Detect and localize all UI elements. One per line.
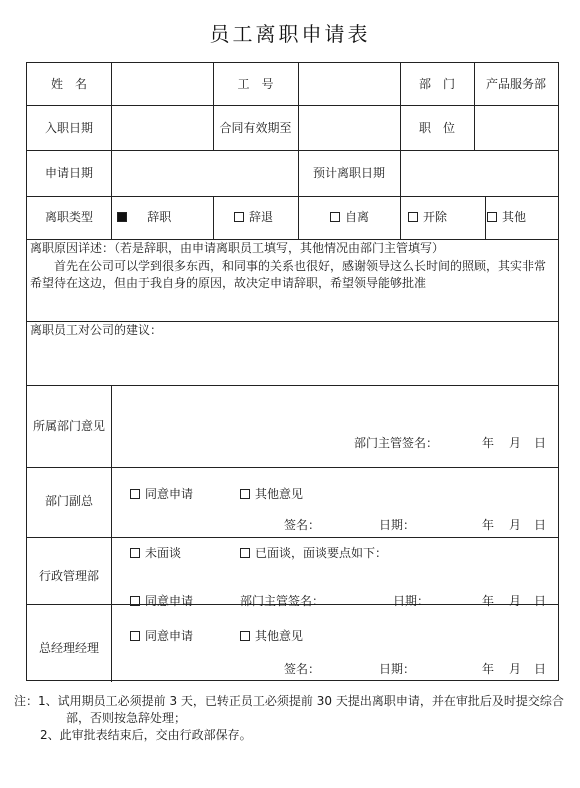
checkbox-icon[interactable] <box>234 212 244 222</box>
vd-date-label: 日期： <box>379 518 416 532</box>
form-title: 员工离职申请表 <box>209 22 371 46</box>
date-day: 日 <box>534 594 547 608</box>
option-label: 同意申请 <box>145 487 194 501</box>
contract-expiry-field[interactable] <box>299 106 399 149</box>
checkbox-icon[interactable] <box>240 631 250 641</box>
interviewed-option[interactable] <box>240 545 387 561</box>
option-label: 自离 <box>345 210 370 224</box>
notes-prefix: 注： <box>14 694 39 708</box>
row-divider <box>27 385 558 386</box>
leave-type-label: 离职类型 <box>44 210 93 224</box>
reason-heading: 离职原因详述：（若是辞职，由申请离职员工填写，其他情况由部门主管填写） <box>30 241 445 255</box>
option-self-leave[interactable] <box>330 209 369 225</box>
position-field[interactable] <box>475 106 557 149</box>
option-label: 同意申请 <box>145 594 194 608</box>
apply-date-field[interactable] <box>112 151 297 195</box>
row-divider <box>27 196 558 197</box>
checkbox-icon[interactable] <box>240 548 250 558</box>
gm-sign-label: 签名： <box>284 662 321 676</box>
admin-dept-label: 行政管理部 <box>38 569 99 583</box>
col-divider <box>111 385 112 682</box>
checkbox-icon[interactable] <box>130 548 140 558</box>
date-year: 年 <box>482 436 495 450</box>
col-divider <box>213 196 214 239</box>
reason-text[interactable]: 首先在公司可以学到很多东西，和同事的关系也很好，感谢领导这么长时间的照顾，其实非常希望待在这边，但由于我自身的原因，故决定申请辞职，希望领导能够批准 <box>30 259 547 290</box>
date-month: 月 <box>509 662 522 676</box>
date-month: 月 <box>509 594 522 608</box>
name-label: 姓 名 <box>50 77 87 91</box>
option-dismissal[interactable] <box>234 209 273 225</box>
date-day: 日 <box>534 436 547 450</box>
option-resign[interactable] <box>117 209 171 225</box>
dept-label: 部 门 <box>418 77 455 91</box>
vd-agree-option[interactable] <box>130 486 193 502</box>
name-field[interactable] <box>112 64 212 104</box>
date-day: 日 <box>534 518 547 532</box>
position-label: 职 位 <box>418 121 455 135</box>
notes-section <box>14 693 570 744</box>
checkbox-icon[interactable] <box>130 596 140 606</box>
resignation-form <box>26 62 559 681</box>
option-label: 已面谈，面谈要点如下： <box>255 546 388 560</box>
gm-other-option[interactable] <box>240 628 303 644</box>
admin-agree-option[interactable] <box>130 593 193 609</box>
expected-leave-field[interactable] <box>401 151 557 195</box>
dept-opinion-label: 所属部门意见 <box>32 419 105 433</box>
employee-id-label: 工 号 <box>237 77 274 91</box>
apply-date-label: 申请日期 <box>44 166 93 180</box>
hire-date-label: 入职日期 <box>44 121 93 135</box>
col-divider <box>485 196 486 239</box>
vd-sign-label: 签名： <box>284 518 321 532</box>
option-label: 开除 <box>423 210 448 224</box>
date-year: 年 <box>482 518 495 532</box>
employee-id-field[interactable] <box>299 64 399 104</box>
gm-agree-option[interactable] <box>130 628 193 644</box>
date-day: 日 <box>534 662 547 676</box>
dept-supervisor-sign-label: 部门主管签名： <box>354 436 439 450</box>
admin-supervisor-sign-label: 部门主管签名： <box>240 594 325 608</box>
note-1 <box>14 693 570 710</box>
option-label: 未面谈 <box>145 546 182 560</box>
option-label: 辞职 <box>147 210 172 224</box>
gm-label: 总经理经理 <box>38 641 99 655</box>
checkbox-icon[interactable] <box>330 212 340 222</box>
row-divider <box>27 467 558 468</box>
checkbox-icon[interactable] <box>240 489 250 499</box>
note-2: 2、此审批表结束后，交由行政部保存。 <box>40 728 252 742</box>
dept-value: 产品服务部 <box>485 77 546 91</box>
hire-date-field[interactable] <box>112 106 212 149</box>
checkbox-icon[interactable] <box>130 489 140 499</box>
contract-expiry-label: 合同有效期至 <box>219 121 292 135</box>
checkbox-icon[interactable] <box>130 631 140 641</box>
vice-director-label: 部门副总 <box>44 494 93 508</box>
suggestion-field[interactable] <box>30 340 555 384</box>
gm-date-label: 日期： <box>379 662 416 676</box>
option-label: 其他意见 <box>255 487 304 501</box>
row-divider <box>27 537 558 538</box>
checkbox-icon[interactable] <box>408 212 418 222</box>
note-1-continued: 部，否则按急辞处理； <box>66 711 187 725</box>
expected-leave-label: 预计离职日期 <box>312 166 385 180</box>
vd-other-option[interactable] <box>240 486 303 502</box>
admin-date-label: 日期： <box>393 594 430 608</box>
option-label: 其他 <box>502 210 527 224</box>
note-1-line-1: 1、试用期员工必须提前 3 天，已转正员工必须提前 30 天提出离职申请，并在审批后及时提交综合 <box>38 694 564 708</box>
option-label: 其他意见 <box>255 629 304 643</box>
option-label: 辞退 <box>249 210 274 224</box>
date-month: 月 <box>509 436 522 450</box>
suggestion-heading: 离职员工对公司的建议： <box>30 323 163 337</box>
date-month: 月 <box>509 518 522 532</box>
option-label: 同意申请 <box>145 629 194 643</box>
date-year: 年 <box>482 594 495 608</box>
not-interviewed-option[interactable] <box>130 545 181 561</box>
option-other[interactable] <box>487 209 526 225</box>
checkbox-checked-icon[interactable] <box>117 212 127 222</box>
option-expel[interactable] <box>408 209 447 225</box>
checkbox-icon[interactable] <box>487 212 497 222</box>
date-year: 年 <box>482 662 495 676</box>
